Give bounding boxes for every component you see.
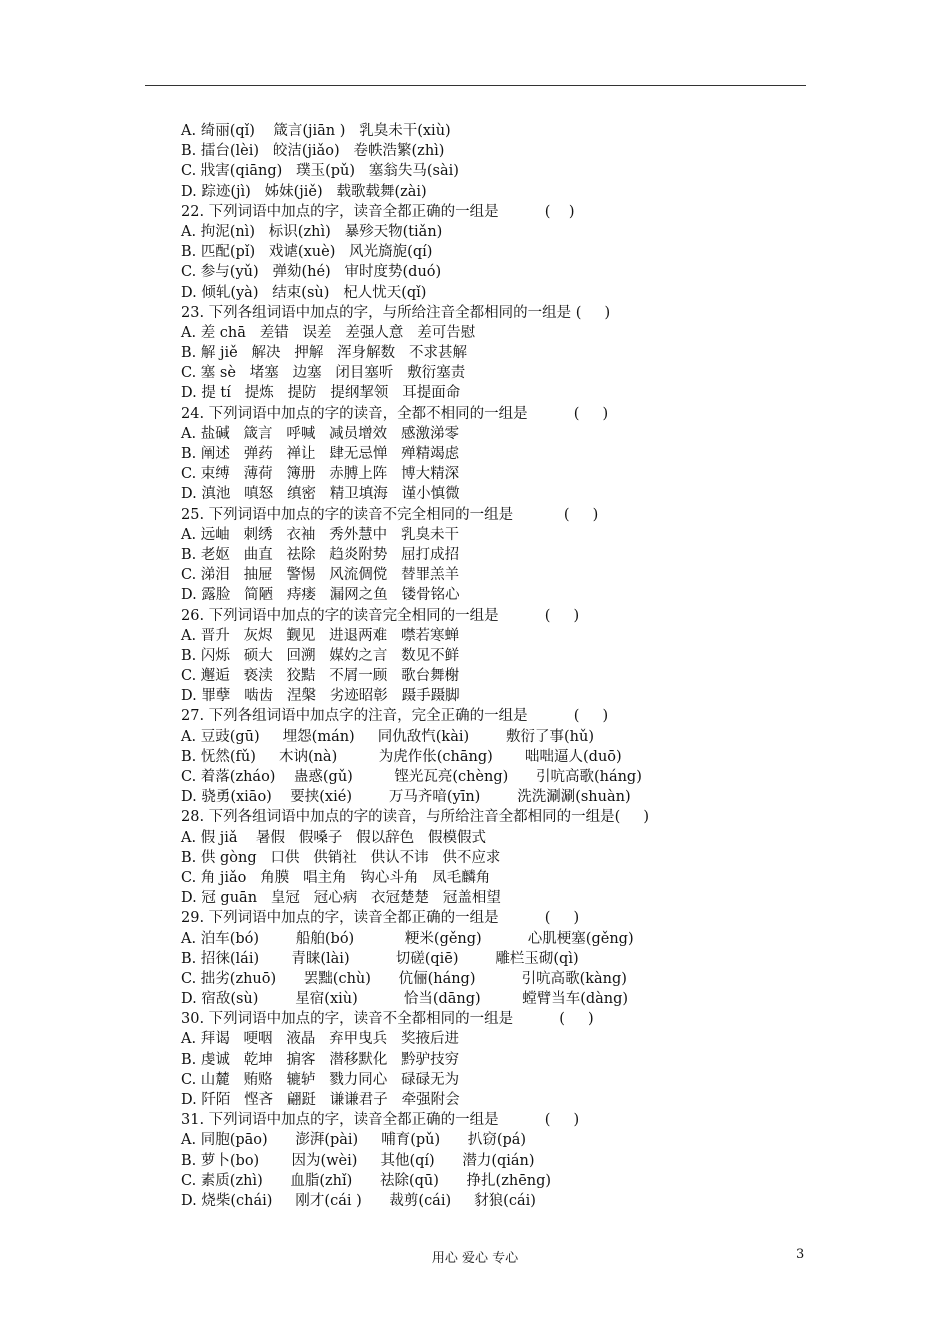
answer-option: B. 招徕(lái) 青睐(lài) 切磋(qiē) 雕栏玉砌(qì)	[181, 950, 579, 967]
question-stem: 31. 下列词语中加点的字，读音全都正确的一组是 ( )	[181, 1112, 580, 1129]
answer-option: C. 参与(yǔ) 弹劾(hé) 审时度势(duó)	[181, 264, 442, 281]
answer-option: C. 山麓 贿赂 辘轳 戮力同心 碌碌无为	[181, 1071, 460, 1088]
question-stem: 28. 下列各组词语中加点的字的读音，与所给注音全都相同的一组是( )	[181, 809, 650, 826]
answer-option: D. 踪迹(jì) 姊妹(jiě) 载歌载舞(zài)	[181, 183, 427, 200]
answer-option: A. 假 jiǎ 暑假 假嗓子 假以辞色 假模假式	[181, 829, 486, 846]
answer-option: D. 提 tí 提炼 提防 提纲挈领 耳提面命	[181, 385, 461, 402]
answer-option: A. 盐碱 箴言 呼喊 减员增效 感激涕零	[181, 425, 459, 442]
answer-option: D. 宿敌(sù) 星宿(xiù) 恰当(dāng) 螳臂当车(dàng)	[181, 991, 629, 1008]
answer-option: D. 骁勇(xiāo) 要挟(xié) 万马齐喑(yīn) 洗洗涮涮(shuàn)	[181, 789, 631, 806]
answer-option: B. 阐述 弹药 禅让 肆无忌惮 殚精竭虑	[181, 446, 460, 462]
question-stem: 25. 下列词语中加点的字的读音不完全相同的一组是 ( )	[181, 506, 599, 523]
answer-option: D. 烧柴(chái) 刚才(cái ) 裁剪(cái) 豺狼(cái)	[181, 1192, 536, 1209]
answer-option: C. 束缚 薄荷 簿册 赤膊上阵 博大精深	[181, 466, 460, 483]
answer-option: C. 戕害(qiāng) 璞玉(pǔ) 塞翁失马(sài)	[181, 163, 459, 180]
answer-option: A. 豆豉(gū) 埋怨(mán) 同仇敌忾(kài) 敷衍了事(hǔ)	[181, 728, 595, 745]
answer-option: C. 着落(zháo) 蛊惑(gǔ) 铿光瓦亮(chèng) 引吭高歌(háng)	[181, 769, 642, 785]
answer-option: A. 晋升 灰烬 觐见 进退两难 噤若寒蝉	[181, 627, 459, 644]
answer-option: B. 虔诚 乾坤 掮客 潜移默化 黔驴技穷	[181, 1051, 460, 1068]
page-footer	[0, 1247, 950, 1269]
question-list	[181, 121, 791, 1211]
answer-option: A. 拘泥(nì) 标识(zhì) 暴殄天物(tiǎn)	[181, 223, 443, 240]
question-stem: 22. 下列词语中加点的字，读音全都正确的一组是 ( )	[181, 203, 575, 220]
answer-option: D. 罪孽 啮齿 涅槃 劣迹昭彰 蹑手蹑脚	[181, 688, 460, 705]
answer-option: A. 差 chā 差错 误差 差强人意 差可告慰	[181, 324, 476, 341]
answer-option: A. 泊车(bó) 船舶(bó) 粳米(gěng) 心肌梗塞(gěng)	[181, 930, 634, 947]
answer-option: B. 老妪 曲直 祛除 趋炎附势 屈打成招	[181, 546, 460, 563]
answer-option: D. 阡陌 悭吝 翩跹 谦谦君子 牵强附会	[181, 1092, 460, 1108]
answer-option: B. 擂台(lèi) 皎洁(jiǎo) 卷帙浩繁(zhì)	[181, 143, 445, 160]
answer-option: D. 滇池 嗔怒 缜密 精卫填海 谨小慎微	[181, 486, 460, 503]
answer-option: A. 同胞(pāo) 澎湃(pài) 哺育(pǔ) 扒窃(pá)	[181, 1132, 527, 1149]
question-stem: 24. 下列词语中加点的字的读音，全都不相同的一组是 ( )	[181, 405, 609, 422]
question-stem: 26. 下列词语中加点的字的读音完全相同的一组是 ( )	[181, 607, 580, 624]
answer-option: B. 匹配(pǐ) 戏谑(xuè) 风光旖旎(qí)	[181, 244, 433, 261]
answer-option: D. 露脸 简陋 痔瘘 漏网之鱼 镂骨铭心	[181, 587, 460, 604]
answer-option: B. 闪烁 硕大 回溯 媒妁之言 数见不鲜	[181, 647, 460, 664]
answer-option: D. 倾轧(yà) 结束(sù) 杞人忧天(qǐ)	[181, 284, 427, 301]
answer-option: A. 绮丽(qǐ) 箴言(jiān ) 乳臭未干(xiù)	[181, 123, 451, 139]
answer-option: C. 角 jiǎo 角膜 唱主角 钩心斗角 凤毛麟角	[181, 869, 491, 886]
answer-option: C. 邂逅 亵渎 狡黠 不屑一顾 歌台舞榭	[181, 668, 460, 685]
answer-option: B. 怃然(fǔ) 木讷(nà) 为虎作伥(chāng) 咄咄逼人(duō)	[181, 748, 622, 765]
answer-option: B. 萝卜(bo) 因为(wèi) 其他(qí) 潜力(qián)	[181, 1152, 535, 1169]
answer-option: C. 涕泪 抽屉 警惕 风流倜傥 替罪羔羊	[181, 567, 460, 584]
answer-option: B. 解 jiě 解决 押解 浑身解数 不求甚解	[181, 345, 468, 362]
answer-option: D. 冠 guān 皇冠 冠心病 衣冠楚楚 冠盖相望	[181, 890, 501, 907]
answer-option: C. 拙劣(zhuō) 罢黜(chù) 伉俪(háng) 引吭高歌(kàng)	[181, 970, 627, 987]
answer-option: A. 远岫 刺绣 衣袖 秀外慧中 乳臭未干	[181, 526, 459, 543]
page-number: 3	[796, 1247, 805, 1262]
question-stem: 29. 下列词语中加点的字，读音全都正确的一组是 ( )	[181, 910, 580, 927]
header-rule	[145, 85, 806, 86]
answer-option: C. 素质(zhì) 血脂(zhǐ) 祛除(qū) 挣扎(zhēng)	[181, 1172, 552, 1189]
answer-option: C. 塞 sè 堵塞 边塞 闭目塞听 敷衍塞责	[181, 365, 466, 382]
question-stem: 23. 下列各组词语中加点的字，与所给注音全都相同的一组是 ( )	[181, 304, 611, 321]
question-stem: 27. 下列各组词语中加点字的注音，完全正确的一组是 ( )	[181, 708, 609, 725]
answer-option: A. 拜谒 哽咽 液晶 弃甲曳兵 奖掖后进	[181, 1031, 459, 1048]
answer-option: B. 供 gòng 口供 供销社 供认不讳 供不应求	[181, 849, 501, 866]
question-stem: 30. 下列词语中加点的字，读音不全都相同的一组是 ( )	[181, 1011, 594, 1028]
footer-motto: 用心 爱心 专心	[431, 1251, 519, 1266]
